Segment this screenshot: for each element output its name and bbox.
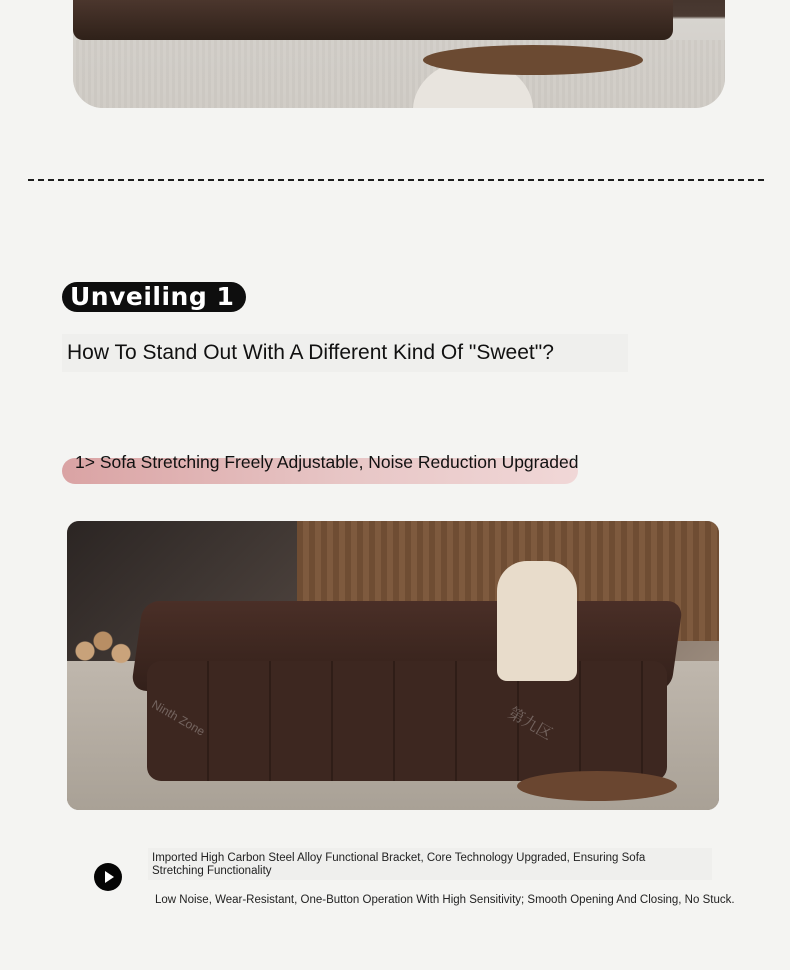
photo-person	[497, 561, 577, 681]
feature-text-2: Low Noise, Wear-Resistant, One-Button Operation With High Sensitivity; Smooth Opening And Closing, No Stuck.	[155, 894, 735, 906]
section-badge: Unveiling 1	[62, 282, 246, 312]
photo-firewood	[73, 621, 133, 671]
sofa-product-photo	[67, 521, 719, 810]
play-icon[interactable]	[94, 863, 122, 891]
section-headline: How To Stand Out With A Different Kind Of "Sweet"?	[67, 341, 554, 364]
photo-sofa-seat	[147, 661, 667, 781]
top-product-photo	[73, 0, 725, 108]
watermark-left: Ninth Zone	[149, 697, 208, 739]
watermark-right: 第九区	[504, 704, 556, 744]
photo-coffee-table	[517, 771, 677, 801]
side-table-top	[423, 45, 643, 75]
rug-image-part	[73, 40, 725, 108]
sofa-image-part	[73, 0, 673, 40]
section-divider	[28, 179, 764, 181]
feature-subheading: 1> Sofa Stretching Freely Adjustable, Noise Reduction Upgraded	[75, 452, 579, 472]
feature-text-1: Imported High Carbon Steel Alloy Functional Bracket, Core Technology Upgraded, Ensuring Sofa Stretching Functionality	[152, 852, 646, 877]
